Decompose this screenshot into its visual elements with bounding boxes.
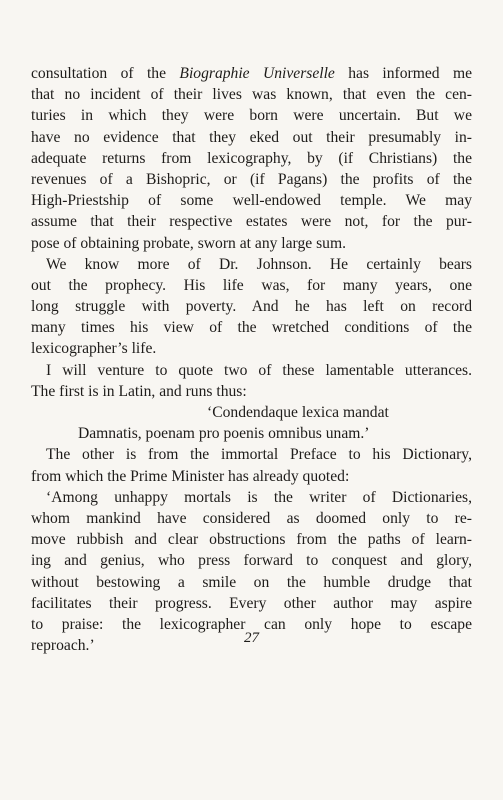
body-text xyxy=(31,63,472,656)
text-line: move rubbish and clear obstructions from the paths of learn‐ xyxy=(31,531,472,549)
page-number: 27 xyxy=(244,630,259,646)
quote-line: Damnatis, poenam pro poenis omnibus unam.’ xyxy=(78,425,370,443)
italic-title: Biographie Universelle xyxy=(179,65,335,82)
text-line: out the prophecy. His life was, for many years, one xyxy=(31,276,472,294)
text-line: revenues of a Bishopric, or (if Pagans) the profits of the xyxy=(31,170,472,188)
text-line: turies in which they were born were uncertain. But we xyxy=(31,107,472,125)
text-line: that no incident of their lives was known, that even the cen‐ xyxy=(31,86,472,104)
text-line: High‐Priestship of some well‐endowed temple. We may xyxy=(31,192,472,210)
quote-start: ‘Among unhappy mortals is the writer of Dictionaries, xyxy=(46,488,472,506)
text-line: assume that their respective estates were not, for the pur‐ xyxy=(31,213,472,231)
text-line: long struggle with poverty. And he has left on record xyxy=(31,298,472,316)
paragraph-start: We know more of Dr. Johnson. He certainly bears xyxy=(46,255,472,273)
paragraph-start: I will venture to quote two of these lamentable utterances. xyxy=(46,361,472,379)
text-line: lexicographer’s life. xyxy=(31,340,157,358)
text-line: consultation of the Biographie Universelle has informed me xyxy=(31,65,472,82)
text-line: to praise: the lexicographer can only hope to escape xyxy=(31,615,472,633)
text-line: facilitates their progress. Every other author may aspire xyxy=(31,594,472,612)
text-line: from which the Prime Minister has already quoted: xyxy=(31,467,350,485)
text-line: reproach.’ xyxy=(31,637,95,655)
text-line: whom mankind have considered as doomed only to re‐ xyxy=(31,509,472,527)
paragraph-start: The other is from the immortal Preface to his Dictionary, xyxy=(46,446,472,464)
text-line: have no evidence that they eked out their presumably in‐ xyxy=(31,128,472,146)
text-line: adequate returns from lexicography, by (if Christians) the xyxy=(31,149,472,167)
text-line: pose of obtaining probate, sworn at any large sum. xyxy=(31,234,346,252)
quote-line: ‘Condendaque lexica mandat xyxy=(207,404,389,421)
text-line: many times his view of the wretched conditions of the xyxy=(31,319,472,337)
text-line: ing and genius, who press forward to conquest and glory, xyxy=(31,552,472,570)
text-line: The first is in Latin, and runs thus: xyxy=(31,382,247,400)
text-line: without bestowing a smile on the humble drudge that xyxy=(31,573,472,591)
